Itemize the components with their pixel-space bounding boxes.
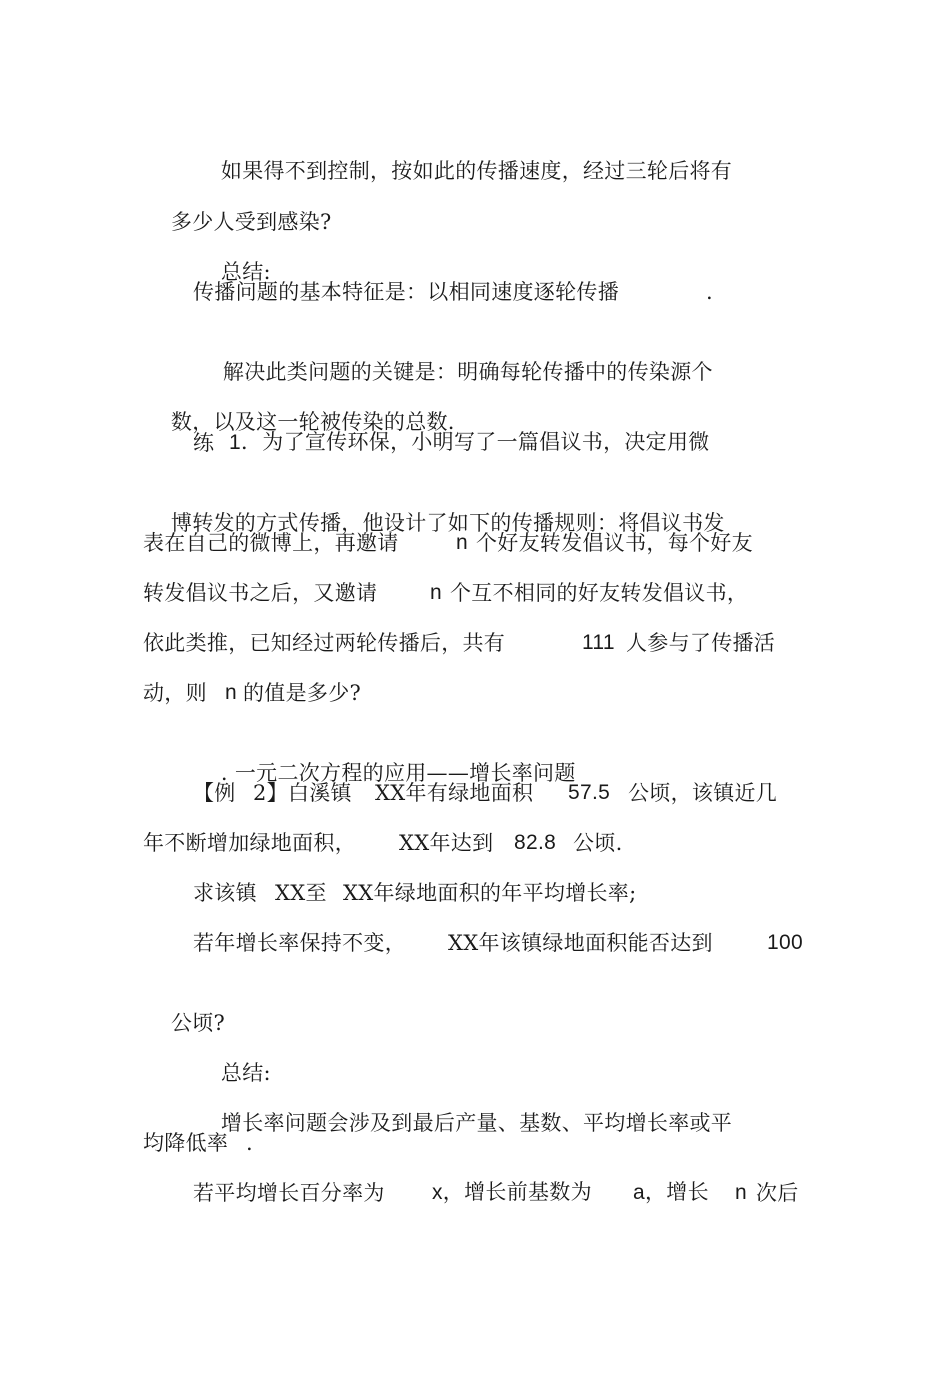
text: 转发倡议书之后，又邀请 — [143, 581, 378, 605]
text: 总结: — [220, 260, 271, 284]
text: 增长率问题会涉及到最后产量、基数、平均增长率或平 — [220, 1111, 733, 1135]
text: XX至 — [275, 881, 327, 905]
text: 1．为了宣传环保，小明写了一篇倡议书，决定用微 — [229, 431, 710, 454]
text: 数，以及这一轮被传染的总数. — [170, 410, 455, 434]
text: 动，则 — [143, 681, 207, 705]
text: n — [225, 681, 237, 704]
text: 表在自己的微博上，再邀请 — [143, 531, 399, 555]
text: n — [430, 581, 442, 604]
text: XX年达到 — [399, 831, 494, 855]
text: a，增长 — [633, 1181, 709, 1204]
text: 年不断增加绿地面积， — [143, 831, 356, 855]
text: 人参与了传播活 — [626, 631, 776, 655]
text: 100 — [767, 931, 803, 954]
text: 【例 — [193, 781, 236, 805]
text: 111 — [582, 631, 615, 654]
text: 均降低率 — [143, 1131, 229, 1155]
text: 57.5 — [568, 781, 611, 804]
text: 公顷? — [170, 1011, 226, 1035]
text: 82.8 — [514, 831, 557, 854]
text: 博转发的方式传播，他设计了如下的传播规则：将倡议书发 — [170, 511, 725, 535]
text: 个好友转发倡议书，每个好友 — [476, 531, 753, 555]
text: XX年该镇绿地面积能否达到 — [448, 931, 713, 955]
text: . — [706, 280, 713, 304]
text: 2】白溪镇 — [253, 781, 352, 805]
text: 若年增长率保持不变， — [193, 931, 406, 955]
text: . 一元二次方程的应用——增长率问题 — [220, 761, 576, 785]
text: XX年有绿地面积 — [375, 781, 534, 805]
text: 练 — [193, 431, 215, 455]
text: 多少人受到感染? — [170, 210, 332, 234]
text: 传播问题的基本特征是：以相同速度逐轮传播 — [193, 280, 619, 304]
text: 的值是多少? — [243, 681, 362, 705]
text: 总结: — [220, 1061, 271, 1085]
text: 如果得不到控制，按如此的传播速度，经过三轮后将有 — [220, 159, 733, 183]
text: 解决此类问题的关键是：明确每轮传播中的传染源个 — [222, 360, 713, 384]
text: XX年绿地面积的年平均增长率; — [343, 881, 637, 905]
text: 个互不相同的好友转发倡议书， — [450, 581, 749, 605]
text: 次后 — [756, 1181, 799, 1205]
text: 依此类推，已知经过两轮传播后，共有 — [143, 631, 506, 655]
text: 若平均增长百分率为 — [193, 1181, 385, 1205]
text: 公顷，该镇近几 — [628, 781, 778, 805]
paragraph-line — [193, 1178, 813, 1388]
text: n — [735, 1181, 747, 1204]
text: . — [246, 1131, 253, 1155]
text: n — [456, 531, 468, 554]
text: 求该镇 — [193, 881, 257, 905]
text: 公顷. — [573, 831, 623, 855]
paragraph-line — [193, 928, 813, 1078]
text: x，增长前基数为 — [432, 1181, 592, 1204]
